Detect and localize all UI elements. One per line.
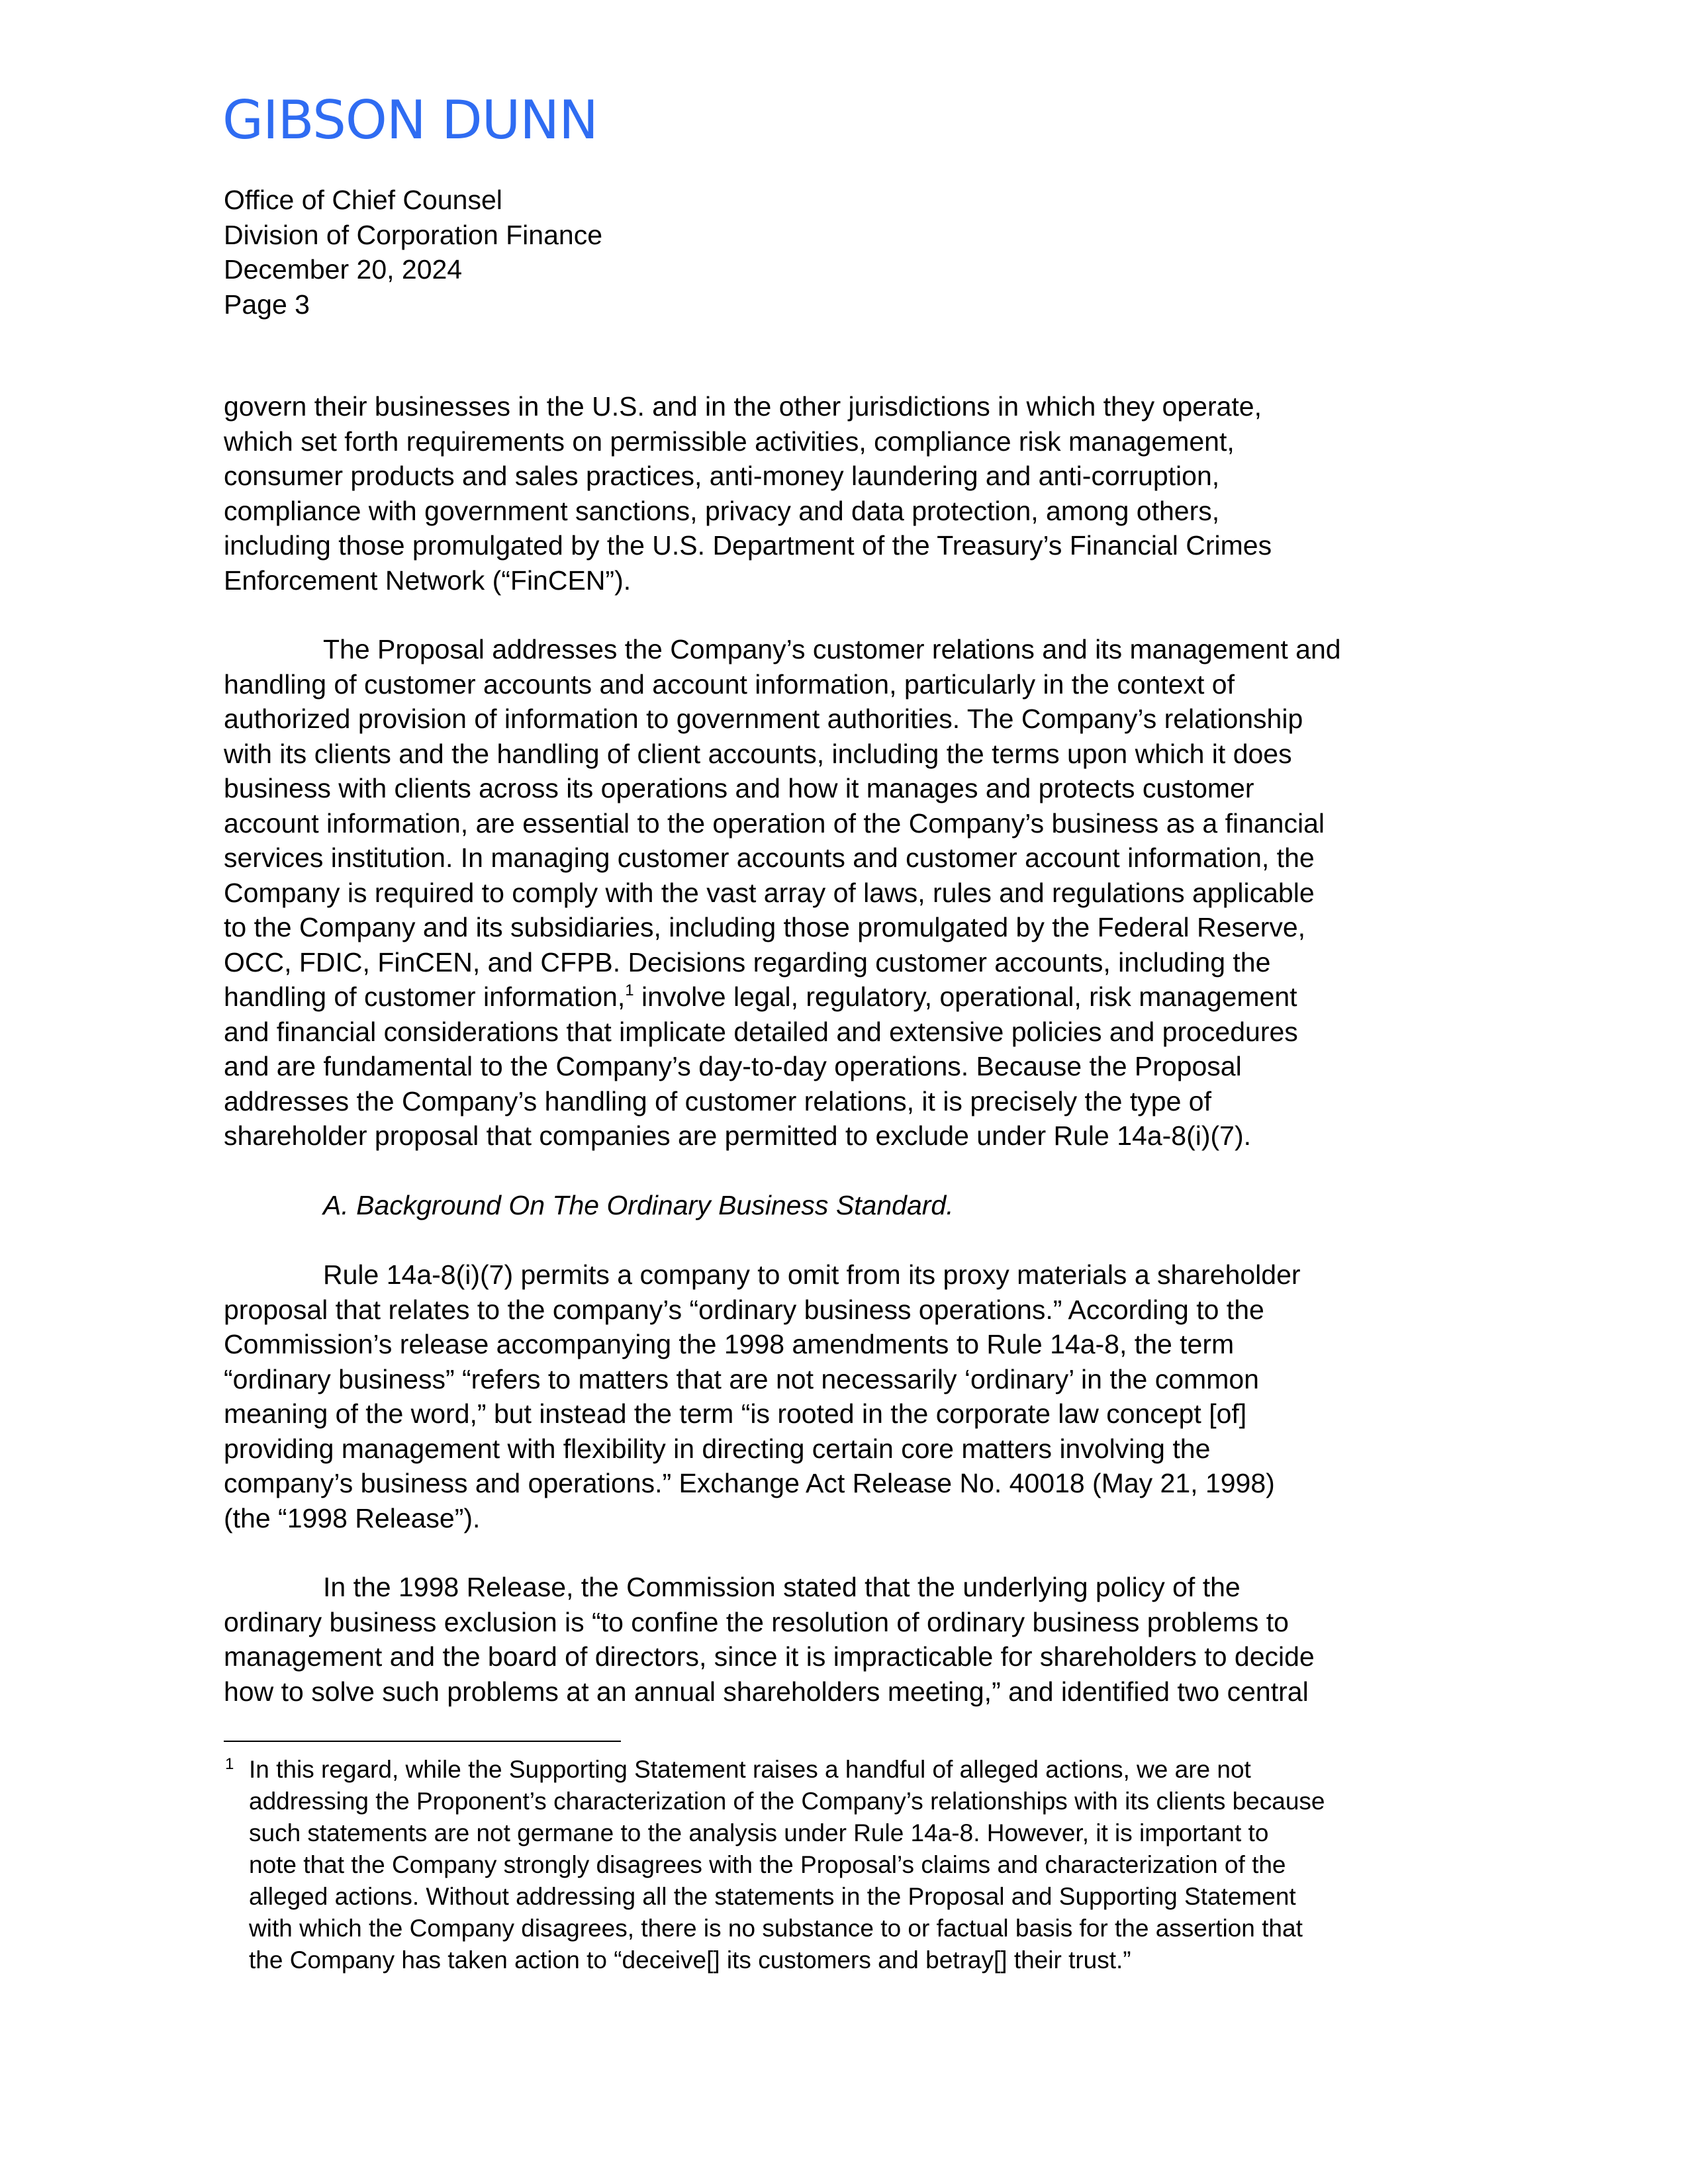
- text-line: meaning of the word,” but instead the term “is rooted in the corporate law concept [of]: [224, 1398, 1247, 1429]
- footnote-line: the Company has taken action to “deceive[] its customers and betray[] their trust.”: [249, 1946, 1131, 1974]
- text-line: consumer products and sales practices, anti-money laundering and anti-corruption,: [224, 461, 1220, 491]
- text-line: handling of customer accounts and account information, particularly in the context of: [224, 668, 1235, 700]
- text-line: compliance with government sanctions, privacy and data protection, among others,: [224, 495, 1220, 526]
- recipient-division: Division of Corporation Finance: [224, 219, 602, 250]
- footnote-reference[interactable]: 1: [625, 981, 634, 999]
- text-line: OCC, FDIC, FinCEN, and CFPB. Decisions regarding customer accounts, including the: [224, 946, 1271, 978]
- text-line: authorized provision of information to government authorities. The Company’s relationship: [224, 704, 1303, 734]
- text-line: (the “1998 Release”).: [224, 1502, 481, 1533]
- footnote-marker: 1: [225, 1755, 234, 1773]
- text-line: govern their businesses in the U.S. and in the other jurisdictions in which they operate,: [224, 391, 1262, 422]
- text-line: “ordinary business” “refers to matters that are not necessarily ‘ordinary’ in the common: [224, 1363, 1259, 1394]
- text-line: which set forth requirements on permissible activities, compliance risk management,: [224, 426, 1235, 457]
- letterhead: [224, 183, 602, 322]
- footnote-line: alleged actions. Without addressing all the statements in the Proposal and Supporting Statement: [249, 1883, 1296, 1910]
- heading-text: A. Background On The Ordinary Business Standard.: [323, 1190, 954, 1220]
- text-line: ordinary business exclusion is “to confine the resolution of ordinary business problems to: [224, 1606, 1289, 1637]
- text-line: account information, are essential to the operation of the Company’s business as a financial: [224, 807, 1325, 839]
- text-line: with its clients and the handling of client accounts, including the terms upon which it does: [224, 738, 1292, 769]
- footnote-line: In this regard, while the Supporting Statement raises a handful of alleged actions, we are not: [249, 1756, 1251, 1783]
- text-line: company’s business and operations.” Exchange Act Release No. 40018 (May 21, 1998): [224, 1468, 1275, 1498]
- text-line: [224, 979, 1341, 1015]
- paragraph-customer-relations: [224, 632, 1341, 1154]
- recipient-office: Office of Chief Counsel: [224, 185, 502, 215]
- text-line: Company is required to comply with the vast array of laws, rules and regulations applicable: [224, 877, 1315, 908]
- footnote-line: with which the Company disagrees, there is no substance to or factual basis for the assertion that: [249, 1915, 1303, 1942]
- text-line: how to solve such problems at an annual shareholders meeting,” and identified two central: [224, 1676, 1309, 1707]
- letter-date: December 20, 2024: [224, 254, 463, 285]
- text-line: providing management with flexibility in directing certain core matters involving the: [224, 1433, 1211, 1464]
- text-line: Rule 14a-8(i)(7) permits a company to omit from its proxy materials a shareholder: [323, 1259, 1301, 1290]
- footnote-1: [224, 1754, 1325, 1976]
- footnote-line: such statements are not germane to the analysis under Rule 14a-8. However, it is important to: [249, 1819, 1269, 1846]
- text-line: management and the board of directors, since it is impracticable for shareholders to decide: [224, 1641, 1315, 1672]
- paragraph-rule-14a-8: [224, 1257, 1301, 1535]
- firm-logo: GIBSON DUNN: [222, 89, 598, 151]
- paragraph-regulations: [224, 389, 1272, 598]
- text-line: addresses the Company’s handling of customer relations, it is precisely the type of: [224, 1085, 1211, 1116]
- text-line: proposal that relates to the company’s “ordinary business operations.” According to the: [224, 1294, 1264, 1325]
- text-line: including those promulgated by the U.S. Department of the Treasury’s Financial Crimes: [224, 530, 1272, 561]
- text-line: Commission’s release accompanying the 1998 amendments to Rule 14a-8, the term: [224, 1329, 1235, 1359]
- footnote-separator: [224, 1741, 621, 1742]
- text-line: shareholder proposal that companies are permitted to exclude under Rule 14a-8(i)(7).: [224, 1120, 1252, 1151]
- footnote-line: addressing the Proponent’s characterization of the Company’s relationships with its clients because: [249, 1788, 1325, 1815]
- text-line: and financial considerations that implicate detailed and extensive policies and procedures: [224, 1016, 1298, 1047]
- text-fragment: handling of customer information,: [224, 981, 626, 1012]
- text-line: and are fundamental to the Company’s day-to-day operations. Because the Proposal: [224, 1051, 1242, 1081]
- section-heading-a: [224, 1188, 954, 1223]
- text-fragment: involve legal, regulatory, operational, risk management: [633, 981, 1297, 1012]
- paragraph-1998-release: [224, 1570, 1315, 1709]
- text-line: services institution. In managing customer accounts and customer account information, the: [224, 842, 1315, 873]
- page-number: Page 3: [224, 289, 310, 320]
- text-line: business with clients across its operations and how it manages and protects customer: [224, 773, 1254, 803]
- footnote-line: note that the Company strongly disagrees with the Proposal’s claims and characterization of the: [249, 1851, 1286, 1878]
- text-line: Enforcement Network (“FinCEN”).: [224, 565, 632, 596]
- text-line: In the 1998 Release, the Commission stated that the underlying policy of the: [323, 1572, 1241, 1602]
- text-line: The Proposal addresses the Company’s customer relations and its management and: [323, 634, 1341, 664]
- text-line: to the Company and its subsidiaries, including those promulgated by the Federal Reserve,: [224, 912, 1306, 942]
